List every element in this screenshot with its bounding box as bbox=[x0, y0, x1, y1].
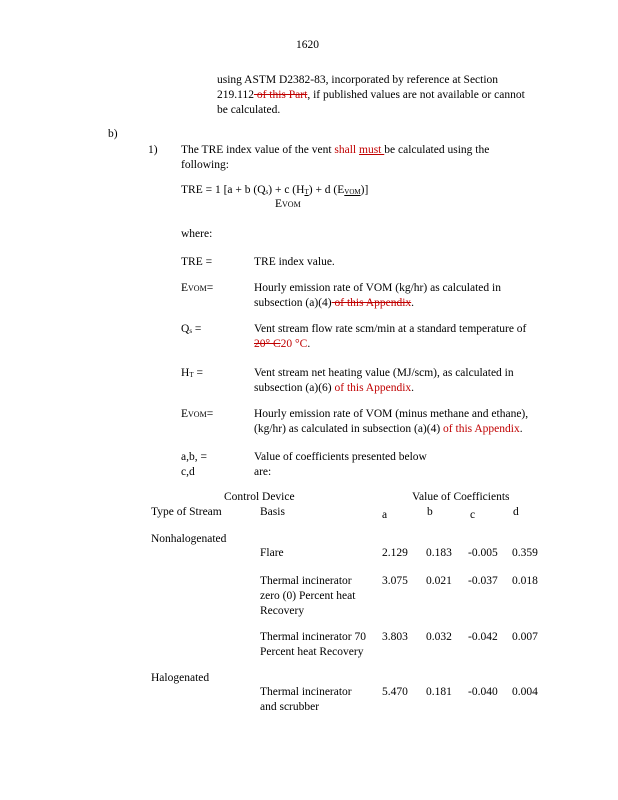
value-c: -0.040 bbox=[468, 686, 498, 698]
definition-term bbox=[181, 407, 251, 422]
intro-line-1: using ASTM D2382-83, incorporated by reference at Section bbox=[217, 74, 499, 86]
basis-line: Thermal incinerator bbox=[260, 575, 352, 587]
definition-text bbox=[254, 450, 554, 480]
value-d: 0.007 bbox=[512, 631, 538, 643]
definition-line-1: Vent stream net heating value (MJ/scm), as calculated in bbox=[254, 367, 514, 379]
tre-intro-suffix: be calculated using the bbox=[384, 144, 490, 156]
definition-line-1: Hourly emission rate of VOM (minus methane and ethane), bbox=[254, 408, 529, 420]
definition-deleted-text: of this Appendix bbox=[331, 297, 412, 309]
term-equals: = bbox=[192, 323, 202, 335]
header-value-of-coefficients: Value of Coefficients bbox=[412, 491, 510, 503]
value-b: 0.032 bbox=[426, 631, 452, 643]
definition-line-1: Vent stream flow rate scm/min at a standard temperature of bbox=[254, 323, 527, 335]
header-basis: Basis bbox=[260, 506, 285, 518]
tre-intro-prefix: The TRE index value of the vent bbox=[181, 144, 335, 156]
definition-line-2 bbox=[254, 296, 554, 311]
term-line-1: a,b, = bbox=[181, 451, 207, 463]
intro-line-2 bbox=[217, 88, 577, 103]
basis-line: Recovery bbox=[260, 605, 305, 617]
where-label: where: bbox=[181, 228, 213, 240]
header-d: d bbox=[513, 506, 519, 518]
definition-text bbox=[254, 366, 554, 396]
header-control-device: Control Device bbox=[224, 491, 295, 503]
term-main: Q bbox=[181, 323, 190, 335]
definition-deleted-text: 20° C bbox=[254, 338, 281, 350]
definition-line-2 bbox=[254, 337, 554, 352]
value-b: 0.021 bbox=[426, 575, 452, 587]
item-b-marker: b) bbox=[108, 128, 118, 140]
denominator-subscript: VOM bbox=[282, 200, 301, 209]
basis-cell bbox=[260, 574, 375, 619]
definition-line-2 bbox=[254, 381, 554, 396]
value-a: 2.129 bbox=[382, 547, 408, 559]
intro-section-ref: 219.112 bbox=[217, 89, 254, 101]
header-b: b bbox=[427, 506, 433, 518]
value-a: 3.075 bbox=[382, 575, 408, 587]
intro-paragraph bbox=[217, 73, 577, 118]
tre-intro-deleted: must bbox=[359, 144, 385, 156]
basis-line: Thermal incinerator 70 bbox=[260, 631, 367, 643]
formula-part-1: = 1 [a + b (Q bbox=[202, 184, 266, 196]
definition-term bbox=[181, 322, 251, 339]
term-equals: = bbox=[206, 408, 214, 420]
intro-line-3: be calculated. bbox=[217, 104, 281, 116]
value-b: 0.181 bbox=[426, 686, 452, 698]
header-c: c bbox=[470, 509, 476, 521]
tre-intro-line-1 bbox=[181, 143, 541, 158]
intro-deleted-text: of this Part bbox=[253, 89, 308, 101]
definition-text bbox=[254, 322, 554, 352]
formula-part-3: ) + d (E bbox=[308, 184, 345, 196]
term-subscript: VOM bbox=[188, 284, 207, 293]
definition-period: . bbox=[519, 423, 523, 435]
tre-intro-inserted: shall bbox=[334, 144, 357, 156]
definition-text bbox=[254, 407, 574, 437]
denominator-e: E bbox=[275, 198, 283, 210]
term-main: H bbox=[181, 367, 190, 379]
item-1-marker: 1) bbox=[148, 144, 158, 156]
value-d: 0.359 bbox=[512, 547, 538, 559]
definition-term bbox=[181, 366, 251, 383]
value-c: -0.042 bbox=[468, 631, 498, 643]
definition-period: . bbox=[307, 338, 311, 350]
definition-term bbox=[181, 281, 251, 296]
definition-period: . bbox=[411, 382, 415, 394]
value-c: -0.037 bbox=[468, 575, 498, 587]
basis-cell bbox=[260, 630, 385, 660]
term-subscript: VOM bbox=[188, 410, 207, 419]
term-equals: = bbox=[206, 282, 214, 294]
definition-term: TRE = bbox=[181, 256, 213, 268]
header-type-of-stream: Type of Stream bbox=[151, 506, 222, 518]
term-subscript: s bbox=[189, 327, 193, 335]
definition-text: TRE index value. bbox=[254, 256, 335, 268]
value-b: 0.183 bbox=[426, 547, 452, 559]
term-equals: = bbox=[193, 367, 203, 379]
intro-line-2-suffix: , if published values are not available or cannot bbox=[307, 89, 525, 101]
formula-q-subscript: s bbox=[265, 188, 269, 196]
definition-line-2-text: subsection (a)(6) bbox=[254, 382, 335, 394]
definition-inserted-text: of this Appendix bbox=[443, 423, 520, 435]
term-line-2: c,d bbox=[181, 466, 195, 478]
definition-period: . bbox=[411, 297, 415, 309]
formula-end: )] bbox=[360, 184, 369, 196]
basis-line: Thermal incinerator bbox=[260, 686, 352, 698]
header-a: a bbox=[382, 509, 388, 521]
value-d: 0.004 bbox=[512, 686, 538, 698]
basis-cell bbox=[260, 685, 375, 715]
formula-denominator bbox=[275, 197, 301, 212]
tre-intro-line-2: following: bbox=[181, 159, 229, 171]
value-a: 3.803 bbox=[382, 631, 408, 643]
definition-line-1: Hourly emission rate of VOM (kg/hr) as calculated in bbox=[254, 282, 501, 294]
definition-line-2: are: bbox=[254, 466, 272, 478]
definition-inserted-text: of this Appendix bbox=[334, 382, 412, 394]
formula-e-subscript: VOM bbox=[344, 188, 361, 196]
definition-text bbox=[254, 281, 554, 311]
value-d: 0.018 bbox=[512, 575, 538, 587]
formula-lhs: TRE bbox=[181, 184, 203, 196]
definition-inserted-text: 20 °C bbox=[280, 338, 308, 350]
basis-line: Percent heat Recovery bbox=[260, 646, 364, 658]
tre-intro-paragraph bbox=[181, 143, 541, 173]
formula-part-2: ) + c (H bbox=[268, 184, 305, 196]
stream-halogenated: Halogenated bbox=[151, 672, 210, 684]
term-main: E bbox=[181, 282, 189, 294]
basis-cell: Flare bbox=[260, 547, 284, 559]
value-a: 5.470 bbox=[382, 686, 408, 698]
definition-line-2-text: (kg/hr) as calculated in subsection (a)(4) bbox=[254, 423, 444, 435]
term-main: E bbox=[181, 408, 189, 420]
stream-nonhalogenated: Nonhalogenated bbox=[151, 533, 227, 545]
definition-line-1: Value of coefficients presented below bbox=[254, 451, 427, 463]
page-number: 1620 bbox=[296, 39, 319, 51]
basis-line: zero (0) Percent heat bbox=[260, 590, 356, 602]
formula-h-subscript: T bbox=[304, 188, 309, 196]
basis-line: and scrubber bbox=[260, 701, 320, 713]
definition-line-2 bbox=[254, 422, 574, 437]
definition-line-2-text: subsection (a)(4) bbox=[254, 297, 332, 309]
definition-term bbox=[181, 450, 251, 480]
value-c: -0.005 bbox=[468, 547, 498, 559]
term-subscript: T bbox=[189, 371, 194, 379]
